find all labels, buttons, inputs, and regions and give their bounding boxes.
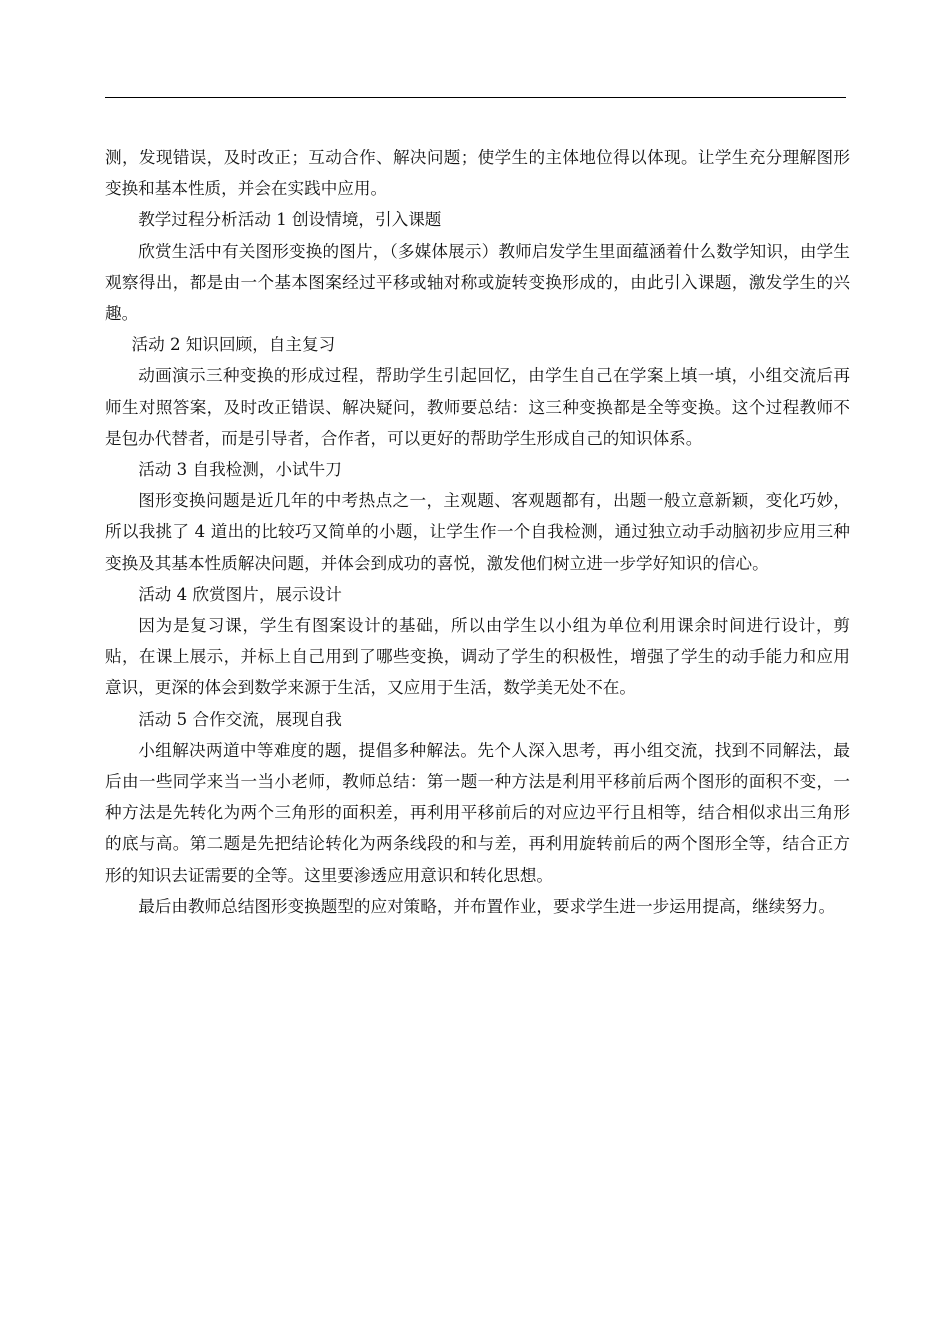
- heading-activity-4: 活动 4 欣赏图片，展示设计: [138, 584, 342, 604]
- paragraph-conclusion: 最后由教师总结图形变换题型的应对策略，并布置作业，要求学生进一步运用提高，继续努力。: [138, 896, 836, 916]
- paragraph-activity-1: 欣赏生活中有关图形变换的图片，（多媒体展示）教师启发学生里面蕴涵着什么数学知识，由学生观察得出，都是由一个基本图案经过平移或轴对称或旋转变换形成的，由此引入课题，激发学生的兴趣。: [105, 241, 850, 324]
- paragraph-activity-5: 小组解决两道中等难度的题，提倡多种解法。先个人深入思考，再小组交流，找到不同解法，最后由一些同学来当一当小老师，教师总结：第一题一种方法是利用平移前后两个图形的面积不变，一种方法是先转化为两个三角形的面积差，再利用平移前后的对应边平行且相等，结合相似求出三角形的底与高。第二题是先把结论转化为两条线段的和与差，再利用旋转前后的两个图形全等，结合正方形的知识去证需要的全等。这里要渗透应用意识和转化思想。: [105, 740, 850, 885]
- heading-activity-5: 活动 5 合作交流，展现自我: [138, 709, 342, 729]
- heading-activity-1: 教学过程分析活动 1 创设情境，引入课题: [138, 210, 442, 230]
- paragraph-activity-4: 因为是复习课，学生有图案设计的基础，所以由学生以小组为单位利用课余时间进行设计，剪贴，在课上展示，并标上自己用到了哪些变换，调动了学生的积极性，增强了学生的动手能力和应用意识，更深的体会到数学来源于生活，又应用于生活，数学美无处不在。: [105, 616, 850, 698]
- paragraph-activity-3: 图形变换问题是近几年的中考热点之一，主观题、客观题都有，出题一般立意新颖，变化巧妙，所以我挑了 4 道出的比较巧又简单的小题，让学生作一个自我检测，通过独立动手动脑初步应用三种变换及其基本性质解决问题，并体会到成功的喜悦，激发他们树立进一步学好知识的信心。: [105, 491, 850, 573]
- paragraph-continuation: 测，发现错误，及时改正；互动合作、解决问题；使学生的主体地位得以体现。让学生充分理解图形变换和基本性质，并会在实践中应用。: [105, 148, 850, 199]
- header-rule: [105, 97, 846, 98]
- heading-activity-3: 活动 3 自我检测，小试牛刀: [138, 460, 342, 480]
- document-body: [105, 142, 850, 922]
- heading-activity-2: 活动 2 知识回顾，自主复习: [131, 335, 336, 355]
- paragraph-activity-2: 动画演示三种变换的形成过程，帮助学生引起回忆，由学生自己在学案上填一填，小组交流后再师生对照答案，及时改正错误、解决疑问，教师要总结：这三种变换都是全等变换。这个过程教师不是包办代替者，而是引导者，合作者，可以更好的帮助学生形成自己的知识体系。: [105, 366, 850, 448]
